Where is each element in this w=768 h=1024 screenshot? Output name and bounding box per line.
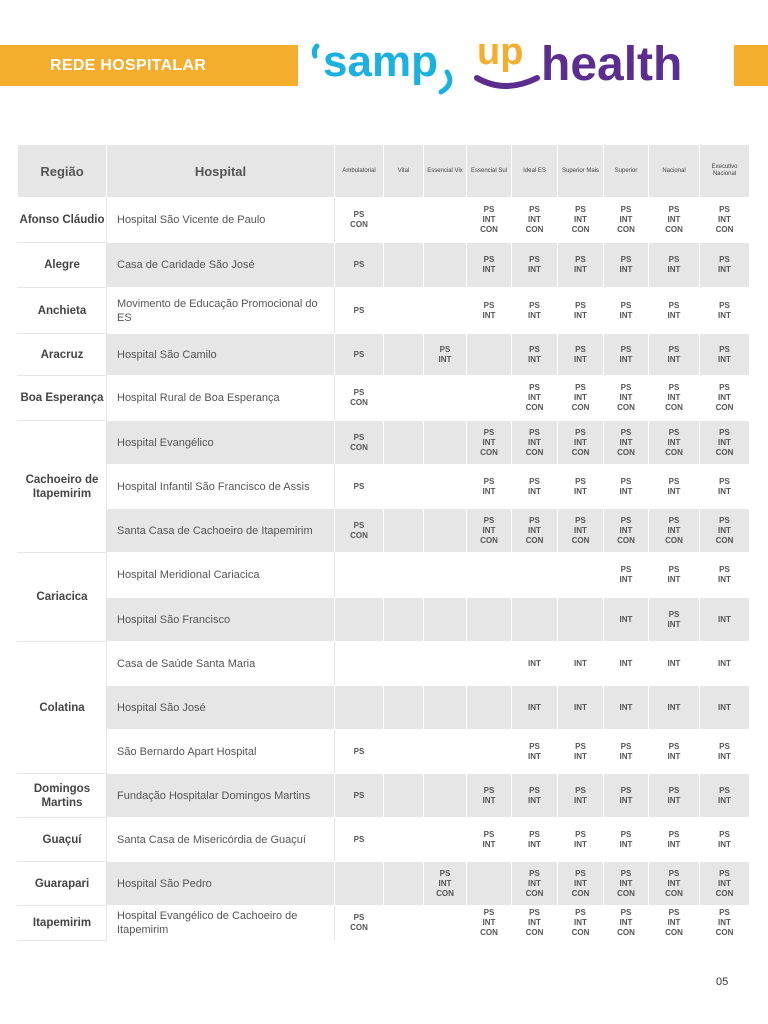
coverage-cell <box>384 465 424 509</box>
region-cell: Boa Esperança <box>18 376 107 421</box>
coverage-cell <box>335 862 384 906</box>
coverage-cell: INT <box>558 686 604 730</box>
region-cell: Itapemirim <box>18 906 107 941</box>
coverage-cell: PS INT <box>558 288 604 334</box>
coverage-cell: INT <box>649 642 700 686</box>
table-row <box>18 465 750 509</box>
coverage-cell: PS INT <box>700 334 750 376</box>
hospital-network-table <box>17 144 750 941</box>
coverage-cell: PS INT <box>512 465 558 509</box>
coverage-cell <box>335 642 384 686</box>
table-row <box>18 598 750 642</box>
coverage-cell: PS <box>335 774 384 818</box>
coverage-cell: PS INT <box>700 465 750 509</box>
coverage-cell: PS INT CON <box>649 509 700 553</box>
hospital-name-cell: Santa Casa de Cachoeiro de Itapemirim <box>107 509 335 553</box>
samp-up-health-logo <box>305 28 725 100</box>
coverage-cell: PS INT CON <box>558 862 604 906</box>
logo-comma-mark <box>441 72 450 92</box>
coverage-cell: PS <box>335 334 384 376</box>
coverage-cell: PS INT CON <box>424 862 467 906</box>
banner-title: REDE HOSPITALAR <box>50 57 207 74</box>
coverage-cell: PS INT CON <box>649 198 700 243</box>
table-row <box>18 376 750 421</box>
coverage-cell <box>424 509 467 553</box>
coverage-cell <box>424 198 467 243</box>
coverage-cell <box>384 642 424 686</box>
table-row <box>18 774 750 818</box>
coverage-cell: PS <box>335 818 384 862</box>
coverage-cell: PS INT <box>467 818 512 862</box>
coverage-cell: PS INT CON <box>649 862 700 906</box>
coverage-cell: PS INT <box>700 818 750 862</box>
coverage-cell: PS INT <box>604 774 649 818</box>
hospital-name-cell: Fundação Hospitalar Domingos Martins <box>107 774 335 818</box>
coverage-cell: PS INT <box>467 465 512 509</box>
coverage-cell: PS INT <box>649 288 700 334</box>
coverage-cell: INT <box>649 686 700 730</box>
table-row <box>18 862 750 906</box>
hospital-name-cell: Hospital Rural de Boa Esperança <box>107 376 335 421</box>
coverage-cell: PS INT <box>649 334 700 376</box>
coverage-cell: PS INT CON <box>512 509 558 553</box>
table-row <box>18 642 750 686</box>
hospital-name-cell: Hospital Evangélico <box>107 421 335 465</box>
coverage-cell: PS INT CON <box>558 421 604 465</box>
hospital-name-cell: Casa de Saúde Santa Maria <box>107 642 335 686</box>
coverage-cell: PS INT <box>700 553 750 598</box>
table-row <box>18 818 750 862</box>
coverage-cell: PS INT CON <box>700 198 750 243</box>
coverage-cell <box>384 198 424 243</box>
hospital-name-cell: Casa de Caridade São José <box>107 243 335 288</box>
coverage-cell <box>384 288 424 334</box>
region-cell: Cachoeiro de Itapemirim <box>18 421 107 553</box>
coverage-cell <box>384 774 424 818</box>
logo-smile-icon <box>477 78 537 86</box>
coverage-cell: PS INT <box>558 818 604 862</box>
coverage-cell: PS INT <box>467 774 512 818</box>
coverage-cell: PS INT <box>424 334 467 376</box>
coverage-cell: INT <box>604 642 649 686</box>
col-header-plan: Vital <box>384 145 424 198</box>
table-body <box>18 198 750 941</box>
page-number: 05 <box>716 976 729 988</box>
coverage-cell <box>384 862 424 906</box>
region-cell: Guaçuí <box>18 818 107 862</box>
coverage-cell: PS INT CON <box>604 862 649 906</box>
table-row <box>18 198 750 243</box>
logo-up: up <box>477 31 524 73</box>
coverage-cell <box>384 818 424 862</box>
col-header-plan: Essencial Sul <box>467 145 512 198</box>
coverage-cell <box>424 421 467 465</box>
coverage-cell: PS INT CON <box>649 376 700 421</box>
region-cell: Anchieta <box>18 288 107 334</box>
coverage-cell: PS INT <box>649 730 700 774</box>
coverage-cell: PS INT <box>558 243 604 288</box>
coverage-cell <box>384 553 424 598</box>
coverage-cell: PS INT CON <box>512 198 558 243</box>
hospital-name-cell: Hospital Infantil São Francisco de Assis <box>107 465 335 509</box>
coverage-cell <box>424 465 467 509</box>
coverage-cell: PS INT CON <box>604 376 649 421</box>
coverage-cell <box>424 730 467 774</box>
region-cell: Guarapari <box>18 862 107 906</box>
coverage-cell <box>467 598 512 642</box>
coverage-cell: PS CON <box>335 376 384 421</box>
header-row <box>18 145 750 198</box>
coverage-cell <box>384 598 424 642</box>
header-banner <box>0 45 298 86</box>
coverage-cell <box>467 334 512 376</box>
coverage-cell: PS INT CON <box>467 509 512 553</box>
coverage-cell <box>512 598 558 642</box>
hospital-name-cell: Hospital São Camilo <box>107 334 335 376</box>
coverage-cell: PS CON <box>335 509 384 553</box>
coverage-cell: PS INT <box>467 288 512 334</box>
table-row <box>18 730 750 774</box>
coverage-cell: PS INT <box>700 774 750 818</box>
region-cell: Afonso Cláudio <box>18 198 107 243</box>
coverage-cell <box>512 553 558 598</box>
coverage-cell: PS INT CON <box>512 376 558 421</box>
coverage-cell <box>424 243 467 288</box>
coverage-cell: PS INT CON <box>649 906 700 941</box>
coverage-cell: PS INT CON <box>467 421 512 465</box>
coverage-cell: INT <box>604 598 649 642</box>
region-cell: Domingos Martins <box>18 774 107 818</box>
coverage-cell <box>424 288 467 334</box>
coverage-cell: PS INT <box>604 730 649 774</box>
coverage-cell: PS INT CON <box>558 376 604 421</box>
hospital-name-cell: Hospital São Pedro <box>107 862 335 906</box>
coverage-cell: PS INT <box>512 818 558 862</box>
region-cell: Cariacica <box>18 553 107 642</box>
coverage-cell: PS CON <box>335 198 384 243</box>
coverage-cell <box>558 598 604 642</box>
region-cell: Aracruz <box>18 334 107 376</box>
coverage-cell <box>467 686 512 730</box>
col-header-plan: Executivo Nacional <box>700 145 750 198</box>
table-row <box>18 334 750 376</box>
coverage-cell: PS INT <box>467 243 512 288</box>
hospital-name-cell: Hospital São José <box>107 686 335 730</box>
coverage-cell <box>558 553 604 598</box>
coverage-cell: PS INT CON <box>649 421 700 465</box>
coverage-cell: PS INT CON <box>604 906 649 941</box>
coverage-cell <box>384 421 424 465</box>
coverage-cell: PS INT CON <box>700 906 750 941</box>
col-header-plan: Superior Mais <box>558 145 604 198</box>
coverage-cell: PS INT <box>700 243 750 288</box>
coverage-cell: INT <box>700 598 750 642</box>
hospital-name-cell: São Bernardo Apart Hospital <box>107 730 335 774</box>
coverage-cell: INT <box>700 686 750 730</box>
col-header-plan: Superior <box>604 145 649 198</box>
col-header-plan: Ideal ES <box>512 145 558 198</box>
coverage-cell: INT <box>604 686 649 730</box>
coverage-cell: PS INT CON <box>467 198 512 243</box>
coverage-cell <box>384 730 424 774</box>
coverage-cell: PS INT <box>512 730 558 774</box>
coverage-cell <box>467 553 512 598</box>
coverage-cell: PS <box>335 288 384 334</box>
coverage-cell: PS INT CON <box>467 906 512 941</box>
coverage-cell: PS INT <box>649 243 700 288</box>
coverage-cell <box>335 553 384 598</box>
table-row <box>18 243 750 288</box>
coverage-cell <box>424 598 467 642</box>
hospital-name-cell: Hospital Evangélico de Cachoeiro de Itapemirim <box>107 906 335 941</box>
coverage-cell <box>384 243 424 288</box>
coverage-cell: PS INT CON <box>604 509 649 553</box>
coverage-cell <box>467 642 512 686</box>
coverage-cell: PS INT <box>512 334 558 376</box>
coverage-cell: PS INT CON <box>700 509 750 553</box>
coverage-cell: INT <box>512 642 558 686</box>
coverage-cell: PS INT <box>649 465 700 509</box>
coverage-cell <box>467 730 512 774</box>
coverage-cell: PS INT <box>649 553 700 598</box>
coverage-cell: PS INT CON <box>700 862 750 906</box>
coverage-cell: PS CON <box>335 906 384 941</box>
coverage-cell: PS <box>335 730 384 774</box>
col-header-hospital: Hospital <box>107 145 335 198</box>
table-row <box>18 421 750 465</box>
table-row <box>18 906 750 941</box>
coverage-cell: PS INT <box>700 288 750 334</box>
table-row <box>18 288 750 334</box>
coverage-cell <box>424 376 467 421</box>
coverage-cell <box>424 553 467 598</box>
coverage-cell: PS INT <box>558 774 604 818</box>
coverage-cell <box>384 509 424 553</box>
coverage-cell: INT <box>512 686 558 730</box>
hospital-network-table-wrapper <box>17 144 750 941</box>
logo-quote-mark <box>314 46 317 56</box>
coverage-cell: PS INT <box>558 334 604 376</box>
coverage-cell: PS CON <box>335 421 384 465</box>
coverage-cell <box>467 376 512 421</box>
coverage-cell: PS INT <box>558 465 604 509</box>
coverage-cell: PS INT CON <box>604 198 649 243</box>
coverage-cell: PS INT <box>604 288 649 334</box>
col-header-plan: Nacional <box>649 145 700 198</box>
coverage-cell: PS INT <box>604 334 649 376</box>
coverage-cell: PS INT CON <box>512 862 558 906</box>
coverage-cell: PS INT CON <box>700 376 750 421</box>
table-row <box>18 553 750 598</box>
coverage-cell <box>384 334 424 376</box>
coverage-cell: INT <box>558 642 604 686</box>
coverage-cell: PS INT <box>604 553 649 598</box>
coverage-cell: PS INT CON <box>512 906 558 941</box>
coverage-cell <box>424 818 467 862</box>
table-row <box>18 509 750 553</box>
region-cell: Colatina <box>18 642 107 774</box>
col-header-region: Região <box>18 145 107 198</box>
col-header-plan: Essencial Vix <box>424 145 467 198</box>
coverage-cell <box>384 686 424 730</box>
logo-samp: samp <box>323 37 438 86</box>
coverage-cell: PS INT <box>649 598 700 642</box>
coverage-cell <box>467 862 512 906</box>
region-cell: Alegre <box>18 243 107 288</box>
hospital-name-cell: Hospital São Vicente de Paulo <box>107 198 335 243</box>
coverage-cell <box>424 642 467 686</box>
coverage-cell: PS INT CON <box>512 421 558 465</box>
coverage-cell: PS INT <box>649 818 700 862</box>
coverage-cell <box>384 906 424 941</box>
coverage-cell: PS INT <box>512 243 558 288</box>
coverage-cell <box>384 376 424 421</box>
coverage-cell: PS INT CON <box>700 421 750 465</box>
hospital-name-cell: Hospital Meridional Cariacica <box>107 553 335 598</box>
coverage-cell: PS INT CON <box>604 421 649 465</box>
coverage-cell: PS INT <box>512 774 558 818</box>
table-row <box>18 686 750 730</box>
coverage-cell: INT <box>700 642 750 686</box>
coverage-cell <box>335 598 384 642</box>
col-header-plan: Ambulatorial <box>335 145 384 198</box>
coverage-cell: PS INT CON <box>558 198 604 243</box>
coverage-cell: PS <box>335 243 384 288</box>
coverage-cell: PS INT <box>604 465 649 509</box>
logo-health: health <box>541 38 683 91</box>
coverage-cell: PS INT <box>558 730 604 774</box>
hospital-name-cell: Movimento de Educação Promocional do ES <box>107 288 335 334</box>
coverage-cell: PS INT <box>512 288 558 334</box>
coverage-cell: PS <box>335 465 384 509</box>
coverage-cell: PS INT <box>604 243 649 288</box>
coverage-cell <box>424 686 467 730</box>
hospital-name-cell: Santa Casa de Misericórdia de Guaçuí <box>107 818 335 862</box>
coverage-cell: PS INT CON <box>558 509 604 553</box>
coverage-cell <box>424 906 467 941</box>
coverage-cell: PS INT <box>649 774 700 818</box>
hospital-name-cell: Hospital São Francisco <box>107 598 335 642</box>
header-accent-square <box>734 45 768 86</box>
coverage-cell: PS INT <box>700 730 750 774</box>
coverage-cell: PS INT CON <box>558 906 604 941</box>
coverage-cell <box>424 774 467 818</box>
coverage-cell <box>335 686 384 730</box>
coverage-cell: PS INT <box>604 818 649 862</box>
